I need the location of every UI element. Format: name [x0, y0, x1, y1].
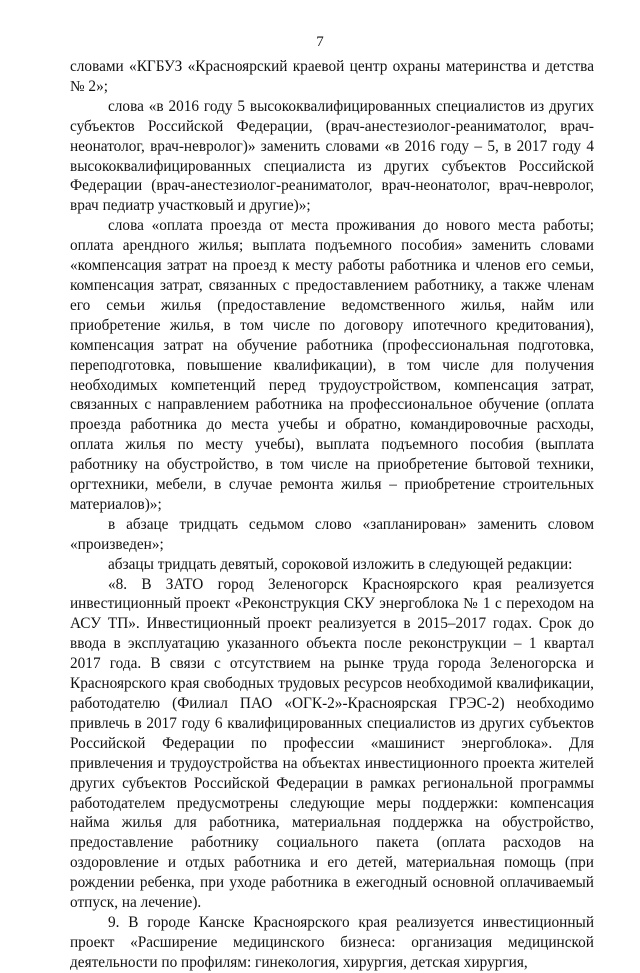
paragraph-1: словами «КГБУЗ «Красноярский краевой центр охраны материнства и детства № 2»; — [70, 58, 594, 95]
paragraph-7: 9. В городе Канске Красноярского края реализуется инвестиционный проект «Расширение медицинского бизнеса: организация медицинской деятельности по профилям: гинекология, хирургия, детская хирургия, — [70, 913, 594, 971]
paragraph-4: в абзаце тридцать седьмом слово «запланирован» заменить словом «произведен»; — [70, 515, 594, 553]
paragraph-6: «8. В ЗАТО город Зеленогорск Красноярского края реализуется инвестиционный проект «Реконструкция СКУ энергоблока № 1 с переходом на АСУ ТП». Инвестиционный проект реализуется в 2015–2017 годах. Срок до ввода в эксплуатацию указанного объекта после реконструкции – 1 квартал 2017 года. В связи с отсутствием на рынке труда города Зеленогорска и Красноярского края свободных трудовых ресурсов необходимой квалификации, работодателю (Филиал ПАО «ОГК-2»-Красноярская ГРЭС-2) необходимо привлечь в 2017 году 6 квалифицированных специалистов из других субъектов Российской Федерации по профессии «машинист энергоблока». Для привлечения и трудоустройства на объектах инвестиционного проекта жителей других субъектов Российской Федерации в рамках региональной программы работодателем предусмотрены следующие меры поддержки: компенсация найма жилья для работника, материальная поддержка на обустройство, предоставление работнику социального пакета (оплата расходов на оздоровление и отдых работника и его детей, материальная помощь (при рождении ребенка, при уходе работника в ежегодный основной оплачиваемый отпуск, на лечение). — [70, 575, 594, 912]
page-number: 7 — [316, 34, 324, 50]
document-body — [70, 57, 594, 973]
paragraph-2: слова «в 2016 году 5 высококвалифицированных специалистов из других субъектов Российской Федерации, (врач-анестезиолог-реаниматолог, врач-неонатолог, врач-невролог)» заменить словами «в 2016 году – 5, в 2017 году 4 высококвалифицированных специалиста из других субъектов Российской Федерации (врач-анестезиолог-реаниматолог, врач-неонатолог, врач-невролог, врач педиатр участковый и другие)»; — [70, 97, 594, 215]
paragraph-3: слова «оплата проезда от места проживания до нового места работы; оплата арендного жилья; выплата подъемного пособия» заменить словами «компенсация затрат на проезд к месту работы работника и членов его семьи, компенсация затрат, связанных с предоставлением работнику, а также членам его семьи жилья (предоставление ведомственного жилья, найм или приобретение жилья, в том числе по договору ипотечного кредитования), компенсация затрат на обучение работника (профессиональная подготовка, переподготовка, повышение квалификации), в том числе для получения необходимых компетенций перед трудоустройством, компенсация затрат, связанных с направлением работника на профессиональное обучение (оплата проезда работника до места учебы и обратно, командировочные расходы, оплата жилья по месту учебы), выплата подъемного пособия (выплата работнику на обустройство, в том числе на приобретение бытовой техники, оргтехники, мебели, в случае ремонта жилья – приобретение строительных материалов)»; — [70, 217, 594, 513]
paragraph-5: абзацы тридцать девятый, сороковой изложить в следующей редакции: — [108, 555, 573, 573]
